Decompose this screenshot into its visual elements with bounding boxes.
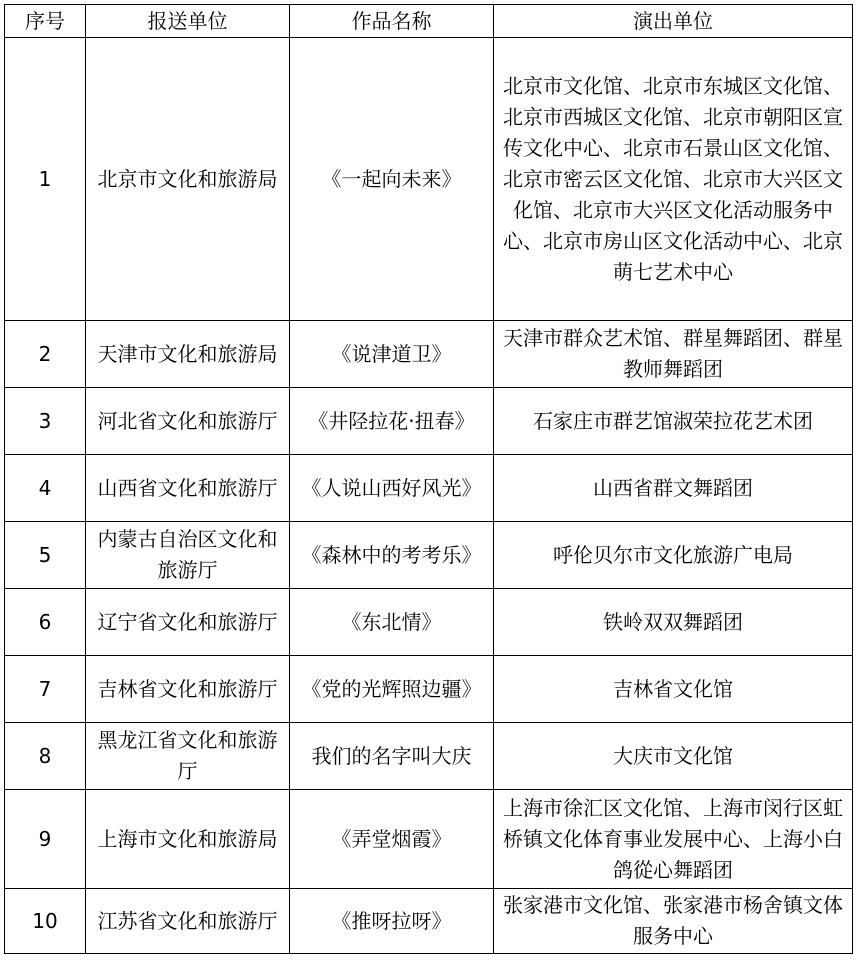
table-row <box>5 522 853 589</box>
cell-no: 9 <box>5 790 86 889</box>
table-row <box>5 656 853 723</box>
cell-performer: 上海市徐汇区文化馆、上海市闵行区虹桥镇文化体育事业发展中心、上海小白鸽從心舞蹈团 <box>494 790 853 889</box>
cell-unit: 天津市文化和旅游局 <box>86 321 290 388</box>
cell-performer: 天津市群众艺术馆、群星舞蹈团、群星教师舞蹈团 <box>494 321 853 388</box>
cell-work: 《党的光辉照边疆》 <box>290 656 494 723</box>
cell-work: 《弄堂烟霞》 <box>290 790 494 889</box>
cell-unit: 北京市文化和旅游局 <box>86 38 290 321</box>
cell-unit: 山西省文化和旅游厅 <box>86 455 290 522</box>
cell-work: 《推呀拉呀》 <box>290 889 494 954</box>
table-row <box>5 790 853 889</box>
table-row <box>5 321 853 388</box>
header-work: 作品名称 <box>290 5 494 38</box>
cell-no: 10 <box>5 889 86 954</box>
cell-performer: 呼伦贝尔市文化旅游广电局 <box>494 522 853 589</box>
table-row <box>5 889 853 954</box>
cell-performer: 吉林省文化馆 <box>494 656 853 723</box>
cell-no: 7 <box>5 656 86 723</box>
cell-work: 《森林中的考考乐》 <box>290 522 494 589</box>
cell-work: 《一起向未来》 <box>290 38 494 321</box>
cell-work: 《东北情》 <box>290 589 494 656</box>
cell-unit: 上海市文化和旅游局 <box>86 790 290 889</box>
cell-performer: 石家庄市群艺馆淑荣拉花艺术团 <box>494 388 853 455</box>
table-row <box>5 38 853 321</box>
cell-no: 1 <box>5 38 86 321</box>
cell-no: 2 <box>5 321 86 388</box>
cell-performer: 张家港市文化馆、张家港市杨舍镇文体服务中心 <box>494 889 853 954</box>
cell-no: 6 <box>5 589 86 656</box>
cell-work: 《说津道卫》 <box>290 321 494 388</box>
header-no: 序号 <box>5 5 86 38</box>
cell-unit: 江苏省文化和旅游厅 <box>86 889 290 954</box>
cell-unit: 河北省文化和旅游厅 <box>86 388 290 455</box>
cell-unit: 黑龙江省文化和旅游厅 <box>86 723 290 790</box>
cell-work: 《井陉拉花·扭春》 <box>290 388 494 455</box>
cell-performer: 大庆市文化馆 <box>494 723 853 790</box>
cell-no: 8 <box>5 723 86 790</box>
table-row <box>5 723 853 790</box>
header-performer: 演出单位 <box>494 5 853 38</box>
cell-unit: 内蒙古自治区文化和旅游厅 <box>86 522 290 589</box>
cell-performer: 北京市文化馆、北京市东城区文化馆、北京市西城区文化馆、北京市朝阳区宣传文化中心、北京市石景山区文化馆、北京市密云区文化馆、北京市大兴区文化馆、北京市大兴区文化活动服务中心、北京市房山区文化活动中心、北京萌七艺术中心 <box>494 38 853 321</box>
header-row <box>5 5 853 38</box>
cell-no: 4 <box>5 455 86 522</box>
table-row <box>5 455 853 522</box>
table-row <box>5 388 853 455</box>
cell-work: 我们的名字叫大庆 <box>290 723 494 790</box>
cell-unit: 吉林省文化和旅游厅 <box>86 656 290 723</box>
cell-no: 5 <box>5 522 86 589</box>
performance-table <box>4 4 853 954</box>
cell-performer: 铁岭双双舞蹈团 <box>494 589 853 656</box>
table-row <box>5 589 853 656</box>
header-unit: 报送单位 <box>86 5 290 38</box>
cell-unit: 辽宁省文化和旅游厅 <box>86 589 290 656</box>
cell-no: 3 <box>5 388 86 455</box>
cell-performer: 山西省群文舞蹈团 <box>494 455 853 522</box>
cell-work: 《人说山西好风光》 <box>290 455 494 522</box>
